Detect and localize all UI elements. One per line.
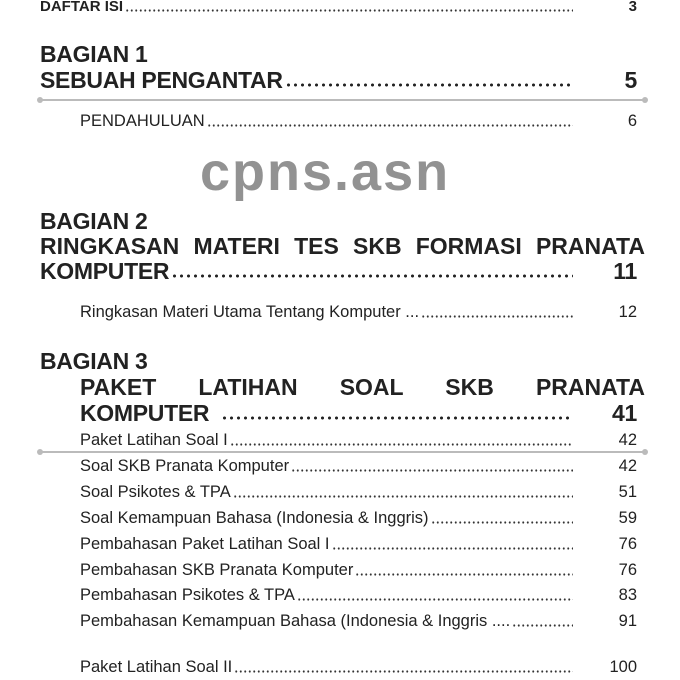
entry-label: Soal Kemampuan Bahasa (Indonesia & Inggris): [80, 509, 429, 527]
dot-leader: [291, 469, 573, 472]
entry-page: 5: [624, 67, 637, 93]
entry-label: SEBUAH PENGANTAR: [40, 67, 283, 93]
toc-entry: [80, 483, 637, 502]
section-subtitle: RINGKASAN MATERI TES SKB FORMASI PRANATA: [40, 233, 645, 259]
dot-leader: [431, 521, 573, 524]
divider: [40, 99, 645, 101]
dot-leader: [234, 670, 573, 673]
entry-page: 76: [618, 561, 637, 579]
dot-leader: [355, 573, 573, 576]
entry-label: Soal SKB Pranata Komputer: [80, 457, 290, 475]
dot-leader: [125, 9, 573, 12]
toc-entry: [80, 535, 637, 554]
entry-label: Ringkasan Materi Utama Tentang Komputer ...: [80, 303, 420, 321]
entry-page: 59: [618, 509, 637, 527]
entry-page: 42: [618, 457, 637, 475]
toc-entry: [80, 431, 637, 450]
toc-entry: [80, 303, 637, 322]
entry-label: Soal Psikotes & TPA: [80, 483, 231, 501]
entry-page: 83: [618, 586, 637, 604]
entry-label: Paket Latihan Soal I: [80, 431, 228, 449]
toc-entry: [80, 586, 637, 605]
dot-leader: [285, 83, 573, 87]
toc-entry: [80, 112, 637, 131]
section-title-bagian-2: BAGIAN 2: [40, 208, 148, 234]
entry-label: KOMPUTER: [80, 400, 210, 426]
toc-entry: [80, 658, 637, 677]
entry-label: DAFTAR ISI: [40, 0, 124, 15]
entry-page: 6: [627, 112, 637, 130]
toc-entry-komputer: [40, 259, 637, 283]
toc-entry-komputer: [80, 401, 637, 425]
toc-entry-daftar-isi: [40, 0, 637, 16]
toc-entry: [80, 509, 637, 528]
toc-entry: [80, 561, 637, 580]
entry-label: Pembahasan Paket Latihan Soal I: [80, 535, 330, 553]
dot-leader: [421, 315, 573, 318]
entry-label: Pembahasan SKB Pranata Komputer: [80, 561, 354, 579]
section-title-bagian-1: BAGIAN 1: [40, 41, 148, 67]
entry-page: 91: [618, 612, 637, 630]
entry-label: Pembahasan Kemampuan Bahasa (Indonesia & Inggris ....: [80, 612, 511, 630]
entry-page: 11: [613, 258, 637, 284]
entry-label: Paket Latihan Soal II: [80, 658, 233, 676]
entry-page: 51: [618, 483, 637, 501]
dot-leader: [512, 624, 573, 627]
dot-leader: [207, 124, 573, 127]
divider: [40, 451, 645, 453]
entry-label: KOMPUTER: [40, 258, 170, 284]
entry-page: 41: [612, 400, 637, 426]
entry-page: 42: [618, 431, 637, 449]
dot-leader: [332, 547, 573, 550]
watermark: cpns.asn: [200, 142, 451, 202]
toc-entry-sebuah-pengantar: [40, 68, 637, 92]
entry-label: Pembahasan Psikotes & TPA: [80, 586, 295, 604]
entry-page: 12: [618, 303, 637, 321]
dot-leader: [230, 443, 573, 446]
entry-page: 76: [618, 535, 637, 553]
toc-entry: [80, 457, 637, 476]
dot-leader: [233, 495, 573, 498]
dot-leader: [297, 598, 573, 601]
entry-label: PENDAHULUAN: [80, 112, 205, 130]
section-title-bagian-3: BAGIAN 3: [40, 348, 148, 374]
entry-page: 100: [609, 658, 637, 676]
dot-leader: [171, 274, 573, 278]
dot-leader: [221, 416, 573, 420]
entry-page: 3: [628, 0, 637, 15]
section-subtitle: PAKET LATIHAN SOAL SKB PRANATA: [80, 374, 645, 400]
toc-entry: [80, 612, 637, 631]
